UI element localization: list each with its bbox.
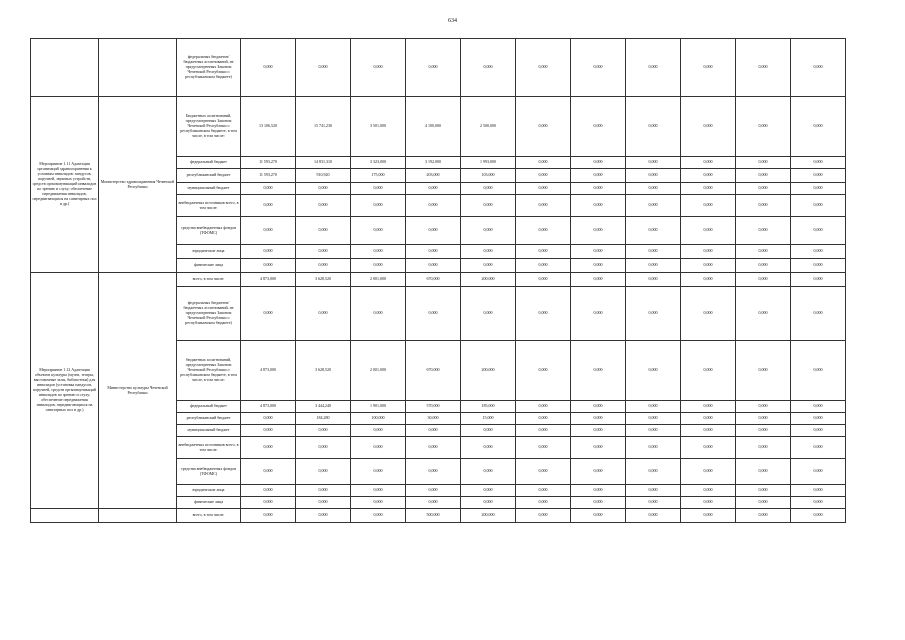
value-cell: 0,000 [241,195,296,217]
value-cell: 0,000 [241,39,296,97]
value-cell: 0,000 [791,195,846,217]
value-cell: 0,000 [681,217,736,245]
table-row [31,509,846,523]
value-cell: 0,000 [736,401,791,413]
value-cell: 14 831,310 [296,157,351,169]
value-cell: 0,000 [516,425,571,437]
value-cell: 0,000 [571,97,626,157]
value-cell: 0,000 [791,169,846,183]
value-cell: 0,000 [516,195,571,217]
value-cell: 0,000 [461,217,516,245]
page-number: 634 [448,18,457,24]
funding-source-cell: физические лица [177,497,241,509]
value-cell: 0,000 [626,259,681,273]
value-cell: 0,000 [791,509,846,523]
value-cell: 0,000 [736,341,791,401]
value-cell: 0,000 [461,497,516,509]
value-cell: 0,000 [681,195,736,217]
value-cell: 100,000 [351,413,406,425]
responsible-org-cell [99,39,177,97]
measure-cell: Мероприятие 1.11 Адаптация организаций здравоохранения к условиям инвалидов: пандусов, поручней, звуковых устройств, средств оргкоммуникаций инвалидов по зрению и слуху; обеспечение передвижения инвалидов, передвигающихся на санитарных пол и др.) [31,97,99,273]
value-cell: 0,000 [571,425,626,437]
value-cell: 670,000 [406,341,461,401]
value-cell: 0,000 [626,273,681,287]
value-cell: 0,000 [516,341,571,401]
value-cell: 0,000 [736,459,791,485]
funding-source-cell: бюджетных ассигнований, предусмотренных Законом Чеченской Республики о республиканском бюджете, в том числе, в том числе: [177,341,241,401]
budget-table [30,38,846,523]
value-cell: 0,000 [516,217,571,245]
value-cell: 0,000 [791,259,846,273]
value-cell: 0,000 [516,259,571,273]
value-cell: 0,000 [296,39,351,97]
value-cell: 0,000 [571,401,626,413]
value-cell: 0,000 [351,195,406,217]
value-cell: 0,000 [791,459,846,485]
value-cell: 0,000 [791,425,846,437]
value-cell: 0,000 [516,245,571,259]
value-cell: 0,000 [241,497,296,509]
value-cell: 0,000 [461,485,516,497]
value-cell: 0,000 [736,245,791,259]
value-cell: 0,000 [406,259,461,273]
value-cell: 0,000 [241,485,296,497]
funding-source-cell: средства внебюджетных фондов (ТФОМС) [177,459,241,485]
value-cell: 0,000 [406,497,461,509]
value-cell: 3 628,520 [296,273,351,287]
responsible-org-cell [99,509,177,523]
funding-source-cell: юридические лица [177,245,241,259]
value-cell: 0,000 [461,287,516,341]
measure-cell [31,509,99,523]
value-cell: 4 873,000 [241,401,296,413]
value-cell: 0,000 [516,437,571,459]
value-cell: 0,000 [571,245,626,259]
value-cell: 0,000 [516,157,571,169]
value-cell: 0,000 [296,425,351,437]
value-cell: 2 001,000 [351,273,406,287]
funding-source-cell: всего, в том числе: [177,273,241,287]
value-cell: 0,000 [571,459,626,485]
value-cell: 0,000 [791,157,846,169]
value-cell: 910,920 [296,169,351,183]
value-cell: 0,000 [626,509,681,523]
value-cell: 0,000 [571,183,626,195]
value-cell: 0,000 [241,413,296,425]
value-cell: 0,000 [681,169,736,183]
value-cell: 0,000 [571,259,626,273]
funding-source-cell: Бюджетных ассигнований, предусмотренных Законом Чеченской Республики о республиканском бюджете, в том числе, в том числе: [177,97,241,157]
value-cell: 203,000 [406,169,461,183]
value-cell: 0,000 [461,459,516,485]
funding-source-cell: средства внебюджетных фондов (ТФОМС) [177,217,241,245]
value-cell: 0,000 [516,497,571,509]
value-cell: 0,000 [296,259,351,273]
value-cell: 0,000 [791,217,846,245]
value-cell: 200,000 [461,509,516,523]
value-cell: 185,000 [461,401,516,413]
value-cell: 0,000 [626,287,681,341]
value-cell: 0,000 [296,195,351,217]
value-cell: 0,000 [571,413,626,425]
measure-cell: Мероприятие 1.12 Адаптация объектов культуры (музеи, театры, выставочные залы, библиотеки) для инвалидов (установка пандусов, поручней, средств оргкоммуникаций инвалидов по зрению и слуху; обеспечение передвижения инвалидов, передвигающихся на санитарных пол и др.) [31,273,99,509]
value-cell: 0,000 [681,401,736,413]
value-cell: 0,000 [351,245,406,259]
value-cell: 0,000 [626,183,681,195]
value-cell: 13 106,520 [241,97,296,157]
value-cell: 0,000 [681,413,736,425]
value-cell: 0,000 [461,245,516,259]
value-cell: 0,000 [516,401,571,413]
value-cell: 0,000 [516,39,571,97]
value-cell: 0,000 [626,459,681,485]
value-cell: 0,000 [626,341,681,401]
value-cell: 3 501,000 [351,97,406,157]
value-cell: 0,000 [241,459,296,485]
value-cell: 0,000 [406,287,461,341]
value-cell: 0,000 [791,413,846,425]
value-cell: 0,000 [351,459,406,485]
value-cell: 0,000 [406,437,461,459]
value-cell: 0,000 [296,245,351,259]
value-cell: 0,000 [626,485,681,497]
value-cell: 0,000 [736,217,791,245]
value-cell: 0,000 [681,245,736,259]
value-cell: 500,000 [406,509,461,523]
value-cell: 0,000 [791,39,846,97]
value-cell: 0,000 [571,497,626,509]
value-cell: 0,000 [571,273,626,287]
value-cell: 0,000 [681,183,736,195]
table-row [31,39,846,97]
value-cell: 0,000 [571,341,626,401]
funding-source-cell: федеральный бюджет [177,401,241,413]
value-cell: 0,000 [791,437,846,459]
value-cell: 1 901,000 [351,401,406,413]
value-cell: 11 593,270 [241,169,296,183]
funding-source-cell: республиканский бюджет [177,413,241,425]
value-cell: 0,000 [736,259,791,273]
value-cell: 0,000 [791,401,846,413]
value-cell: 0,000 [791,97,846,157]
value-cell: 0,000 [626,157,681,169]
value-cell: 0,000 [571,157,626,169]
value-cell: 0,000 [516,169,571,183]
value-cell: 0,000 [571,509,626,523]
value-cell: 0,000 [351,183,406,195]
value-cell: 2 500,000 [461,97,516,157]
table-row [31,97,846,157]
value-cell: 0,000 [241,217,296,245]
value-cell: 0,000 [571,169,626,183]
table-row [31,273,846,287]
value-cell: 0,000 [296,485,351,497]
value-cell: 0,000 [241,259,296,273]
value-cell: 0,000 [736,169,791,183]
value-cell: 0,000 [681,341,736,401]
value-cell: 0,000 [571,287,626,341]
value-cell: 0,000 [241,245,296,259]
value-cell: 0,000 [571,217,626,245]
value-cell: 0,000 [461,437,516,459]
value-cell: 0,000 [296,459,351,485]
value-cell: 0,000 [791,183,846,195]
value-cell: 0,000 [736,39,791,97]
funding-source-cell: физические лица [177,259,241,273]
value-cell: 0,000 [571,485,626,497]
value-cell: 0,000 [626,97,681,157]
value-cell: 0,000 [351,217,406,245]
value-cell: 0,000 [791,287,846,341]
funding-source-cell: внебюджетных источников всего, в том числе: [177,437,241,459]
value-cell: 2 001,000 [351,341,406,401]
value-cell: 0,000 [241,425,296,437]
funding-source-cell: муниципальный бюджет [177,183,241,195]
value-cell: 0,000 [626,39,681,97]
value-cell: 0,000 [791,485,846,497]
value-cell: 0,000 [351,425,406,437]
value-cell: 0,000 [791,273,846,287]
value-cell: 0,000 [351,39,406,97]
value-cell: 0,000 [626,413,681,425]
value-cell: 0,000 [681,425,736,437]
value-cell: 0,000 [351,485,406,497]
value-cell: 175,000 [351,169,406,183]
value-cell: 3 192,000 [406,157,461,169]
value-cell: 3 628,520 [296,341,351,401]
value-cell: 0,000 [736,97,791,157]
funding-source-cell: всего, в том числе: [177,509,241,523]
value-cell: 0,000 [351,509,406,523]
value-cell: 0,000 [516,485,571,497]
responsible-org-cell: Министерство здравоохранения Чеченской Республики [99,97,177,273]
value-cell: 1 993,000 [461,157,516,169]
value-cell: 0,000 [461,39,516,97]
value-cell: 0,000 [736,273,791,287]
value-cell: 0,000 [626,437,681,459]
funding-source-cell: юридические лица [177,485,241,497]
value-cell: 0,000 [736,425,791,437]
value-cell: 0,000 [736,287,791,341]
value-cell: 200,000 [461,341,516,401]
value-cell: 0,000 [351,287,406,341]
value-cell: 0,000 [736,157,791,169]
value-cell: 30,000 [406,413,461,425]
value-cell: 4 100,000 [406,97,461,157]
value-cell: 0,000 [571,39,626,97]
value-cell: 0,000 [406,425,461,437]
value-cell: 0,000 [516,273,571,287]
value-cell: 0,000 [296,183,351,195]
value-cell: 0,000 [516,183,571,195]
value-cell: 0,000 [571,195,626,217]
value-cell: 0,000 [406,459,461,485]
value-cell: 3 323,000 [351,157,406,169]
value-cell: 0,000 [736,497,791,509]
value-cell: 0,000 [681,509,736,523]
value-cell: 0,000 [406,195,461,217]
value-cell: 0,000 [736,183,791,195]
value-cell: 0,000 [406,217,461,245]
value-cell: 184,280 [296,413,351,425]
value-cell: 0,000 [736,437,791,459]
value-cell: 0,000 [296,217,351,245]
funding-source-cell: республиканский бюджет [177,169,241,183]
value-cell: 0,000 [461,183,516,195]
value-cell: 0,000 [351,497,406,509]
value-cell: 0,000 [736,509,791,523]
value-cell: 0,000 [681,39,736,97]
value-cell: 0,000 [736,195,791,217]
value-cell: 0,000 [461,195,516,217]
value-cell: 0,000 [296,287,351,341]
value-cell: 0,000 [241,437,296,459]
value-cell: 0,000 [791,245,846,259]
value-cell: 0,000 [296,497,351,509]
measure-cell [31,39,99,97]
value-cell: 0,000 [241,509,296,523]
value-cell: 570,000 [406,401,461,413]
responsible-org-cell: Министерство культуры Чеченской Республики [99,273,177,509]
value-cell: 3 444,240 [296,401,351,413]
value-cell: 0,000 [681,259,736,273]
value-cell: 0,000 [461,259,516,273]
value-cell: 0,000 [406,39,461,97]
value-cell: 0,000 [681,497,736,509]
value-cell: 200,000 [461,273,516,287]
value-cell: 4 873,000 [241,341,296,401]
value-cell: 0,000 [626,169,681,183]
value-cell: 0,000 [681,287,736,341]
value-cell: 0,000 [626,195,681,217]
value-cell: 4 873,000 [241,273,296,287]
value-cell: 0,000 [791,497,846,509]
value-cell: 15,000 [461,413,516,425]
value-cell: 0,000 [626,497,681,509]
value-cell: 0,000 [681,459,736,485]
value-cell: 0,000 [626,401,681,413]
value-cell: 0,000 [626,245,681,259]
value-cell: 0,000 [736,485,791,497]
funding-source-cell: внебюджетных источников всего, в том числе: [177,195,241,217]
value-cell: 15 741,230 [296,97,351,157]
value-cell: 0,000 [681,437,736,459]
value-cell: 0,000 [516,97,571,157]
value-cell: 0,000 [241,183,296,195]
value-cell: 0,000 [351,437,406,459]
value-cell: 0,000 [516,459,571,485]
value-cell: 0,000 [681,97,736,157]
value-cell: 0,000 [516,509,571,523]
value-cell: 0,000 [626,425,681,437]
value-cell: 103,000 [461,169,516,183]
value-cell: 0,000 [241,287,296,341]
funding-source-cell: федеральных бюджетов/бюджетных ассигнований, не предусмотренных Законом Чеченской Республики о республиканском бюджете) [177,287,241,341]
value-cell: 0,000 [681,485,736,497]
value-cell: 0,000 [406,183,461,195]
value-cell: 0,000 [406,485,461,497]
value-cell: 0,000 [681,273,736,287]
value-cell: 670,000 [406,273,461,287]
value-cell: 0,000 [571,437,626,459]
value-cell: 0,000 [626,217,681,245]
value-cell: 11 593,270 [241,157,296,169]
value-cell: 0,000 [791,341,846,401]
value-cell: 0,000 [516,287,571,341]
value-cell: 0,000 [681,157,736,169]
value-cell: 0,000 [736,413,791,425]
value-cell: 0,000 [406,245,461,259]
funding-source-cell: федеральный бюджет [177,157,241,169]
value-cell: 0,000 [296,509,351,523]
funding-source-cell: муниципальный бюджет [177,425,241,437]
value-cell: 0,000 [351,259,406,273]
value-cell: 0,000 [516,413,571,425]
value-cell: 0,000 [296,437,351,459]
funding-source-cell: федеральных бюджетов/бюджетных ассигнований, не предусмотренных Законом Чеченской Республики о республиканском бюджете) [177,39,241,97]
value-cell: 0,000 [461,425,516,437]
